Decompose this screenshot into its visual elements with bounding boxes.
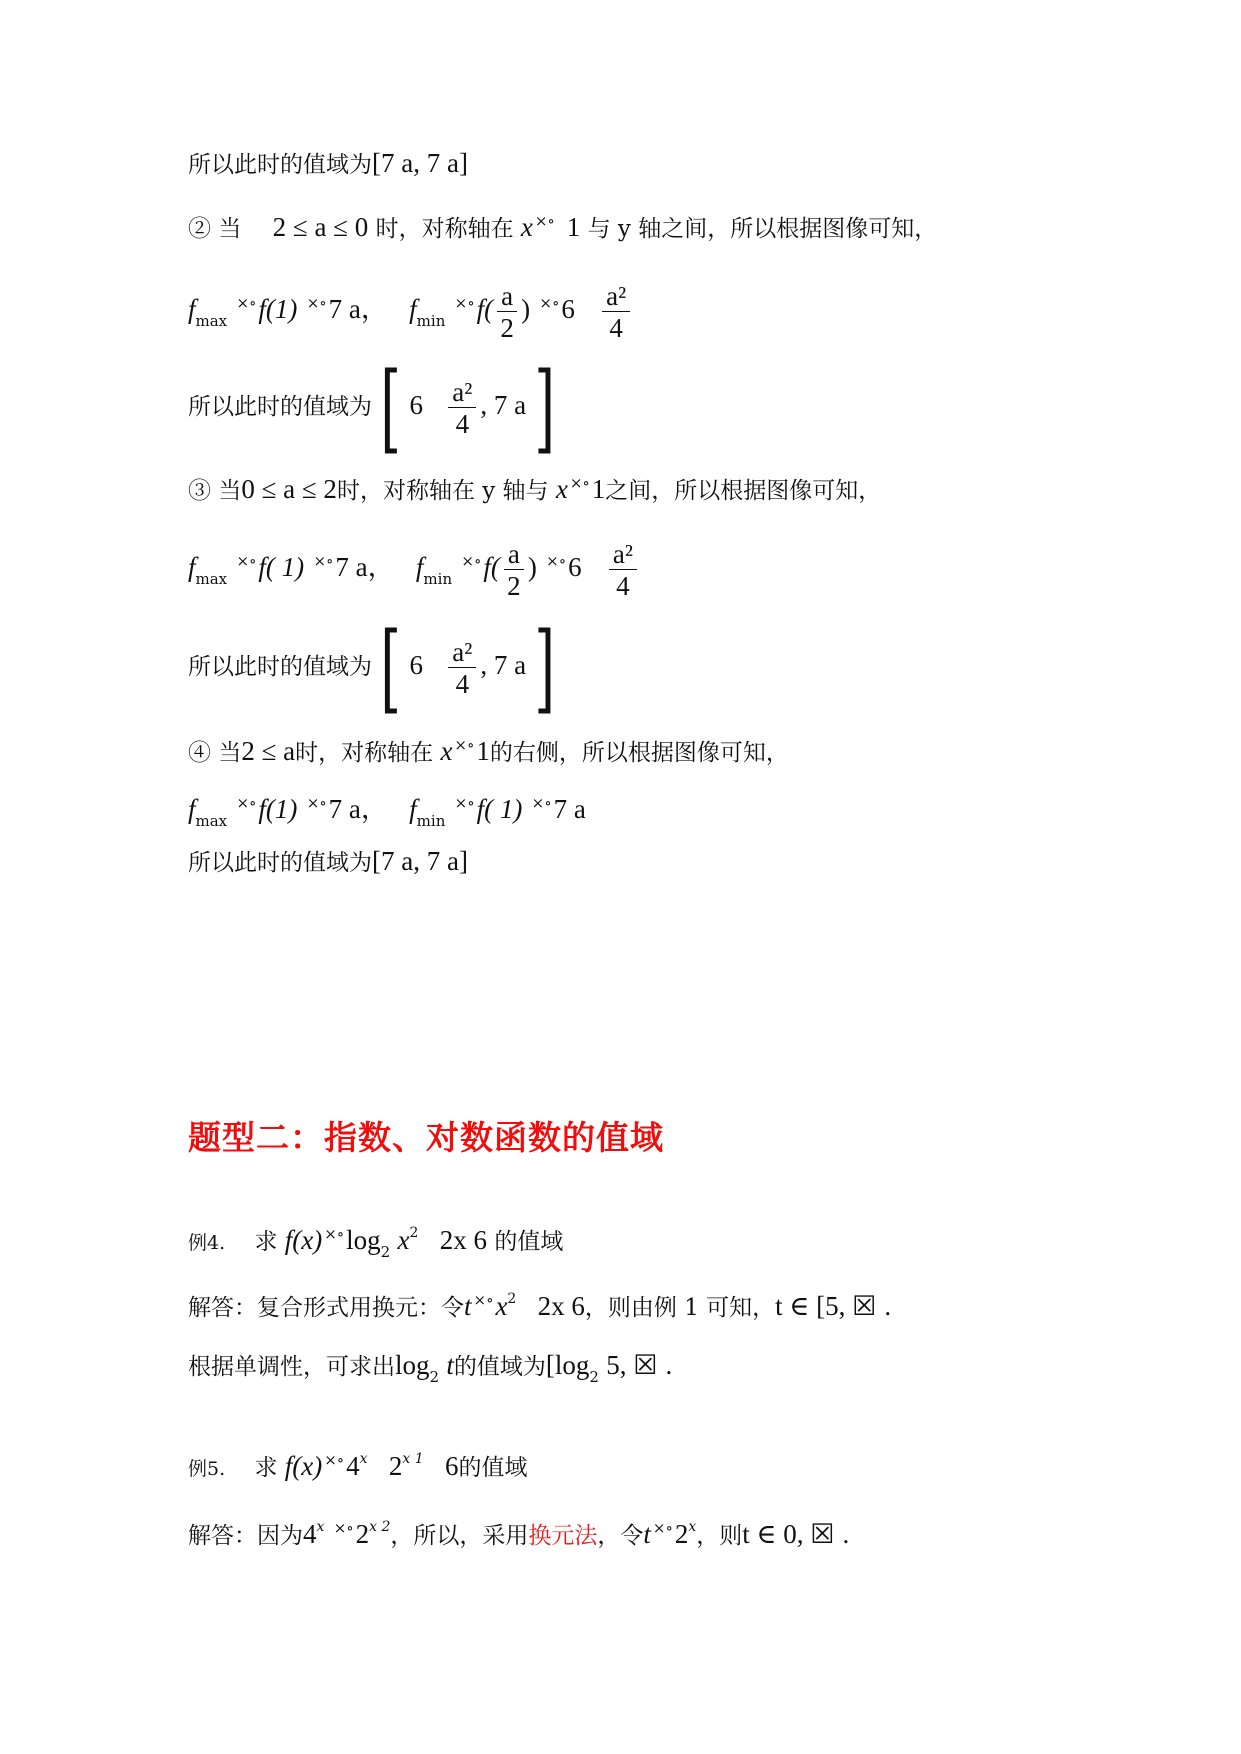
function-expression: f(x) xyxy=(284,1225,323,1255)
expression: , 7 a xyxy=(480,390,527,420)
equals-symbol: ×∘ xyxy=(454,294,475,312)
equals-symbol: ×∘ xyxy=(236,794,257,812)
case-text: 与 y 轴之间，所以根据图像可知， xyxy=(587,216,938,242)
range-label: 所以此时的值域为 xyxy=(188,152,372,178)
log-base: 2 xyxy=(429,1368,440,1386)
fmax-fmin-line-2 xyxy=(188,526,641,614)
example-4-question xyxy=(188,1218,563,1267)
question-text: 的值域 xyxy=(494,1229,564,1255)
value: 6 xyxy=(409,390,423,420)
example-5-question xyxy=(188,1444,527,1484)
denominator: 4 xyxy=(455,668,470,699)
range-expression: t ∈ [5, ☒ xyxy=(775,1291,877,1321)
value: 6 xyxy=(561,294,575,324)
base-4: 4 xyxy=(346,1451,360,1481)
denominator: 2 xyxy=(507,570,521,601)
period: . xyxy=(884,1291,892,1321)
range-line-4 xyxy=(188,846,468,878)
answer-text: ，所以，采用 xyxy=(390,1523,529,1549)
example-label: 例5. xyxy=(188,1458,226,1480)
log-base: 2 xyxy=(589,1368,599,1386)
range-label: 所以此时的值域为 xyxy=(188,394,372,420)
equals-symbol: ×∘ xyxy=(306,294,327,312)
variable-x: x xyxy=(397,1225,410,1255)
expression: f( xyxy=(483,552,500,582)
numerator: a xyxy=(497,281,517,312)
expression: 2x 6 xyxy=(439,1225,487,1255)
equals-symbol: ×∘ xyxy=(324,1225,345,1243)
answer-text: ，则 xyxy=(696,1523,743,1549)
case-text: 当 xyxy=(218,478,242,504)
equals-symbol: ×∘ xyxy=(324,1451,345,1469)
log-symbol: log xyxy=(346,1225,381,1255)
variable-x: x xyxy=(440,736,453,766)
base-4: 4 xyxy=(303,1519,317,1549)
right-bracket: ] xyxy=(534,612,556,724)
equals-symbol: ×∘ xyxy=(652,1519,673,1537)
expression: 7 a， xyxy=(328,794,388,824)
exponent: 2 xyxy=(409,1225,419,1241)
exponent: x xyxy=(359,1451,368,1467)
denominator: 4 xyxy=(455,408,470,439)
base-2: 2 xyxy=(388,1451,403,1481)
range-expression: [7 a, 7 a] xyxy=(372,846,468,876)
expression: f(1) xyxy=(258,794,298,824)
variable-x: x xyxy=(520,212,533,242)
case-text: 时，对称轴在 xyxy=(375,216,514,242)
answer-text: 的值域为 xyxy=(453,1354,546,1380)
variable-t: t xyxy=(464,1291,472,1321)
expression: f( 1) xyxy=(258,552,305,582)
f-symbol: f xyxy=(415,552,424,582)
equals-symbol: ×∘ xyxy=(539,294,560,312)
case-condition: 2 ≤ a ≤ 0 xyxy=(272,212,369,242)
paren: ) xyxy=(521,294,531,324)
range-expression: [log xyxy=(545,1350,590,1380)
left-bracket: [ xyxy=(380,352,402,464)
value: 6 xyxy=(409,650,423,680)
answer-text: ，令 xyxy=(597,1523,644,1549)
case-text: 之间，所以根据图像可知， xyxy=(605,478,882,504)
f-symbol: f xyxy=(188,294,196,324)
example-5-answer xyxy=(188,1512,849,1551)
expression: 2x 6 xyxy=(537,1291,585,1321)
function-expression: f(x) xyxy=(284,1451,323,1481)
value: 6 xyxy=(444,1451,459,1481)
value: 1 xyxy=(591,474,606,504)
denominator: 4 xyxy=(616,570,630,601)
case-4-line xyxy=(188,730,789,768)
equals-symbol: ×∘ xyxy=(546,552,567,570)
case-3-line xyxy=(188,468,881,506)
fraction xyxy=(448,377,476,440)
subscript-min: min xyxy=(423,570,453,588)
paren: ) xyxy=(527,552,537,582)
log-symbol: log xyxy=(395,1350,430,1380)
exponent: x 2 xyxy=(369,1519,391,1535)
exponent: x xyxy=(688,1519,697,1535)
variable-x: x xyxy=(495,1291,508,1321)
denominator: 4 xyxy=(609,312,623,343)
variable-t: t xyxy=(446,1350,454,1380)
expression: f( 1) xyxy=(476,794,523,824)
subscript-max: max xyxy=(195,570,228,588)
expression: f(1) xyxy=(258,294,298,324)
range-expression: [7 a, 7 a] xyxy=(372,148,468,178)
numerator: a² xyxy=(602,281,630,312)
numerator: a² xyxy=(448,637,476,668)
expression: 7 a， xyxy=(328,294,388,324)
answer-text: ，则由例 1 可知， xyxy=(584,1295,776,1321)
value: 1 xyxy=(476,736,490,766)
highlight-text: 换元法 xyxy=(528,1523,598,1549)
variable-x: x xyxy=(555,474,568,504)
base-2: 2 xyxy=(674,1519,689,1549)
fmax-fmin-line-1 xyxy=(188,268,634,356)
subscript-min: min xyxy=(416,812,446,830)
numerator: a² xyxy=(609,539,637,570)
value: 6 xyxy=(568,552,582,582)
fraction xyxy=(609,539,637,602)
fraction xyxy=(504,539,524,602)
equals-symbol: ×∘ xyxy=(534,212,555,230)
left-bracket: [ xyxy=(380,612,402,724)
case-2-line xyxy=(188,206,937,244)
denominator: 2 xyxy=(500,312,514,343)
exponent: 2 xyxy=(507,1291,517,1307)
subscript-min: min xyxy=(416,312,446,330)
range-expression: t ∈ 0, ☒ xyxy=(742,1519,835,1549)
case-marker: ② xyxy=(188,216,211,242)
equals-symbol: ×∘ xyxy=(236,294,257,312)
fraction xyxy=(448,637,476,700)
case-text: 的右侧，所以根据图像可知， xyxy=(489,740,789,766)
case-text: 时，对称轴在 xyxy=(295,740,434,766)
value: 1 xyxy=(566,212,581,242)
question-text: 求 xyxy=(254,1455,278,1481)
log-base: 2 xyxy=(380,1243,391,1261)
case-marker: ④ xyxy=(188,740,211,766)
section-heading: 题型二：指数、对数函数的值域 xyxy=(188,1118,664,1157)
equals-symbol: ×∘ xyxy=(313,552,334,570)
equals-symbol: ×∘ xyxy=(454,794,475,812)
f-symbol: f xyxy=(188,552,196,582)
base-2: 2 xyxy=(355,1519,370,1549)
range-line-3 xyxy=(188,612,564,724)
equals-symbol: ×∘ xyxy=(454,736,475,754)
expression: 7 a， xyxy=(335,552,395,582)
period: . xyxy=(842,1519,850,1549)
range-label: 所以此时的值域为 xyxy=(188,654,372,680)
equals-symbol: ×∘ xyxy=(473,1291,494,1309)
range-line-2 xyxy=(188,352,564,464)
equals-symbol: ×∘ xyxy=(461,552,482,570)
expression: , 7 a xyxy=(480,650,527,680)
exponent: x xyxy=(316,1519,325,1535)
subscript-max: max xyxy=(195,812,228,830)
f-symbol: f xyxy=(409,794,417,824)
fraction xyxy=(497,281,517,344)
numerator: a² xyxy=(448,377,476,408)
subscript-max: max xyxy=(195,312,228,330)
example-4-answer-2 xyxy=(188,1350,672,1392)
question-text: 的值域 xyxy=(458,1455,528,1481)
answer-text: 解答：因为 xyxy=(188,1523,303,1549)
period: . xyxy=(665,1350,673,1380)
right-bracket: ] xyxy=(534,352,556,464)
equals-symbol: ×∘ xyxy=(531,794,552,812)
case-text: 当 xyxy=(218,216,242,242)
variable-t: t xyxy=(643,1519,651,1549)
case-condition: 2 ≤ a xyxy=(241,736,296,766)
answer-text: 根据单调性，可求出 xyxy=(188,1354,395,1380)
case-text: 当 xyxy=(218,740,242,766)
expression: f( xyxy=(476,294,494,324)
range-label: 所以此时的值域为 xyxy=(188,850,372,876)
equals-symbol: ×∘ xyxy=(236,552,257,570)
fmax-fmin-line-3 xyxy=(188,788,586,836)
answer-text: 解答：复合形式用换元：令 xyxy=(188,1295,464,1321)
equals-symbol: ×∘ xyxy=(306,794,327,812)
equals-symbol: ×∘ xyxy=(569,474,590,492)
range-line-1 xyxy=(188,148,468,180)
question-text: 求 xyxy=(254,1229,278,1255)
case-marker: ③ xyxy=(188,478,211,504)
example-label: 例4. xyxy=(188,1232,226,1254)
f-symbol: f xyxy=(409,294,417,324)
case-condition: 0 ≤ a ≤ 2 xyxy=(241,474,337,504)
equals-symbol: ×∘ xyxy=(333,1519,354,1537)
expression: 7 a xyxy=(553,794,586,824)
range-expression: 5, ☒ xyxy=(606,1350,658,1380)
example-4-answer-1 xyxy=(188,1284,891,1323)
exponent: x 1 xyxy=(402,1451,424,1467)
f-symbol: f xyxy=(188,794,196,824)
fraction xyxy=(602,281,630,344)
numerator: a xyxy=(504,539,524,570)
case-text: 时，对称轴在 y 轴与 xyxy=(336,478,549,504)
